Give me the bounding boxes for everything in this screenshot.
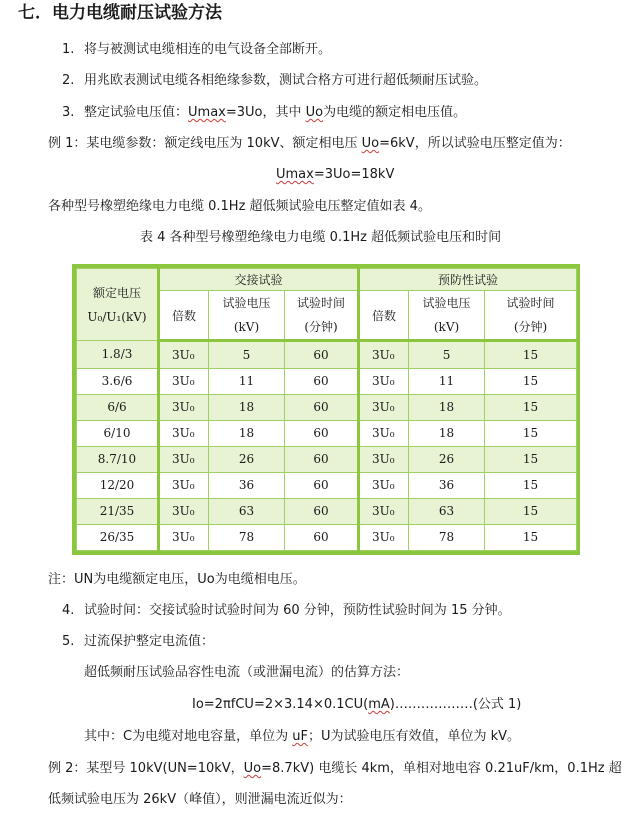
cell-ac-time: 60 [285, 341, 359, 369]
cell-ac-multiple: 3U₀ [159, 394, 209, 420]
list-item-text: 过流保护整定电流值： [84, 634, 215, 649]
header-ac-test: 交接试验 [159, 269, 359, 291]
cell-pv-voltage: 36 [409, 472, 485, 498]
estimate-intro: 超低频耐压试验品容性电流（或泄漏电流）的估算方法： [84, 665, 410, 680]
table-row [77, 498, 577, 524]
header-test-voltage: 试验电压 (kV) [209, 291, 285, 341]
header-rated-voltage: 额定电压 U₀/U₁(kV) [77, 269, 159, 341]
table-row [77, 524, 577, 550]
cell-ac-multiple: 3U₀ [159, 446, 209, 472]
cell-pv-multiple: 3U₀ [359, 472, 409, 498]
cell-pv-voltage: 18 [409, 394, 485, 420]
list-number: 2. [62, 73, 75, 88]
list-item-text: 用兆欧表测试电缆各相绝缘参数，测试合格方可进行超低频耐压试验。 [84, 73, 488, 88]
cell-pv-time: 15 [485, 524, 577, 550]
table-caption: 表 4 各种型号橡塑绝缘电力电缆 0.1Hz 超低频试验电压和时间 [140, 230, 502, 245]
voltage-table [76, 268, 577, 551]
cell-pv-time: 15 [485, 394, 577, 420]
header-test-time: 试验时间 (分钟) [485, 291, 577, 341]
list-number: 1. [62, 42, 75, 57]
cell-ac-multiple: 3U₀ [159, 368, 209, 394]
cell-rated: 6/10 [77, 420, 159, 446]
header-preventive-test: 预防性试验 [359, 269, 577, 291]
cell-pv-time: 15 [485, 446, 577, 472]
cell-ac-time: 60 [285, 368, 359, 394]
cell-pv-voltage: 78 [409, 524, 485, 550]
cell-rated: 8.7/10 [77, 446, 159, 472]
cell-pv-time: 15 [485, 368, 577, 394]
list-number: 4. [62, 603, 75, 618]
header-multiple: 倍数 [359, 291, 409, 341]
formula-1: Umax=3Uo=18kV [276, 167, 395, 182]
list-item-text: 试验时间：交接试验时试验时间为 60 分钟，预防性试验时间为 15 分钟。 [84, 603, 511, 618]
table-intro: 各种型号橡塑绝缘电力电缆 0.1Hz 超低频试验电压整定值如表 4。 [48, 199, 431, 214]
cell-pv-multiple: 3U₀ [359, 420, 409, 446]
cell-pv-time: 15 [485, 498, 577, 524]
cell-pv-multiple: 3U₀ [359, 394, 409, 420]
cell-pv-multiple: 3U₀ [359, 498, 409, 524]
cell-ac-time: 60 [285, 394, 359, 420]
cell-ac-voltage: 26 [209, 446, 285, 472]
cell-pv-multiple: 3U₀ [359, 368, 409, 394]
table-row [77, 472, 577, 498]
cell-pv-voltage: 26 [409, 446, 485, 472]
list-number: 3. [62, 105, 75, 120]
cell-pv-voltage: 18 [409, 420, 485, 446]
cell-pv-multiple: 3U₀ [359, 524, 409, 550]
table-row [77, 420, 577, 446]
example-2-text: 例 2：某型号 10kV(UN=10kV，Uo=8.7kV) 电缆长 4km，单相对地电容 0.21uF/km，0.1Hz 超 [48, 761, 622, 776]
cell-rated: 3.6/6 [77, 368, 159, 394]
cell-ac-time: 60 [285, 472, 359, 498]
cell-pv-voltage: 11 [409, 368, 485, 394]
section-heading: 七．电力电缆耐压试验方法 [18, 3, 222, 23]
list-number: 5. [62, 634, 75, 649]
cell-ac-voltage: 5 [209, 341, 285, 369]
table-row [77, 394, 577, 420]
cell-rated: 21/35 [77, 498, 159, 524]
cell-pv-time: 15 [485, 341, 577, 369]
cell-ac-multiple: 3U₀ [159, 341, 209, 369]
cell-ac-voltage: 78 [209, 524, 285, 550]
cell-ac-time: 60 [285, 524, 359, 550]
cell-pv-voltage: 63 [409, 498, 485, 524]
header-multiple: 倍数 [159, 291, 209, 341]
cell-ac-time: 60 [285, 420, 359, 446]
cell-pv-voltage: 5 [409, 341, 485, 369]
cell-ac-multiple: 3U₀ [159, 524, 209, 550]
cell-ac-time: 60 [285, 498, 359, 524]
formula-2: Io=2πfCU=2×3.14×0.1CU(mA)………………(公式 1) [192, 697, 522, 712]
cell-ac-voltage: 18 [209, 394, 285, 420]
cell-ac-multiple: 3U₀ [159, 472, 209, 498]
list-item-text: 整定试验电压值：Umax=3Uo，其中 Uo为电缆的额定相电压值。 [84, 105, 467, 120]
cell-rated: 6/6 [77, 394, 159, 420]
cell-ac-voltage: 18 [209, 420, 285, 446]
cell-ac-voltage: 11 [209, 368, 285, 394]
cell-rated: 26/35 [77, 524, 159, 550]
table-row [77, 446, 577, 472]
cell-pv-multiple: 3U₀ [359, 341, 409, 369]
cell-ac-time: 60 [285, 446, 359, 472]
cell-ac-voltage: 36 [209, 472, 285, 498]
cell-ac-voltage: 63 [209, 498, 285, 524]
table-row [77, 368, 577, 394]
header-test-time: 试验时间 (分钟) [285, 291, 359, 341]
list-item-text: 将与被测试电缆相连的电气设备全部断开。 [84, 42, 332, 57]
cell-pv-time: 15 [485, 472, 577, 498]
table-row [77, 341, 577, 369]
table-note: 注：UN为电缆额定电压，Uo为电缆相电压。 [48, 572, 306, 587]
cell-rated: 12/20 [77, 472, 159, 498]
cell-ac-multiple: 3U₀ [159, 498, 209, 524]
example-2-continuation: 低频试验电压为 26kV（峰值），则泄漏电流近似为： [48, 792, 352, 807]
cell-pv-multiple: 3U₀ [359, 446, 409, 472]
header-test-voltage: 试验电压 (kV) [409, 291, 485, 341]
cell-rated: 1.8/3 [77, 341, 159, 369]
cell-pv-time: 15 [485, 420, 577, 446]
cell-ac-multiple: 3U₀ [159, 420, 209, 446]
voltage-table-frame [72, 264, 580, 555]
example-1-text: 例 1：某电缆参数：额定线电压为 10kV、额定相电压 Uo=6kV，所以试验电压整定值为： [48, 136, 571, 151]
where-text: 其中：C为电缆对地电容量，单位为 uF；U为试验电压有效值，单位为 kV。 [84, 729, 521, 744]
